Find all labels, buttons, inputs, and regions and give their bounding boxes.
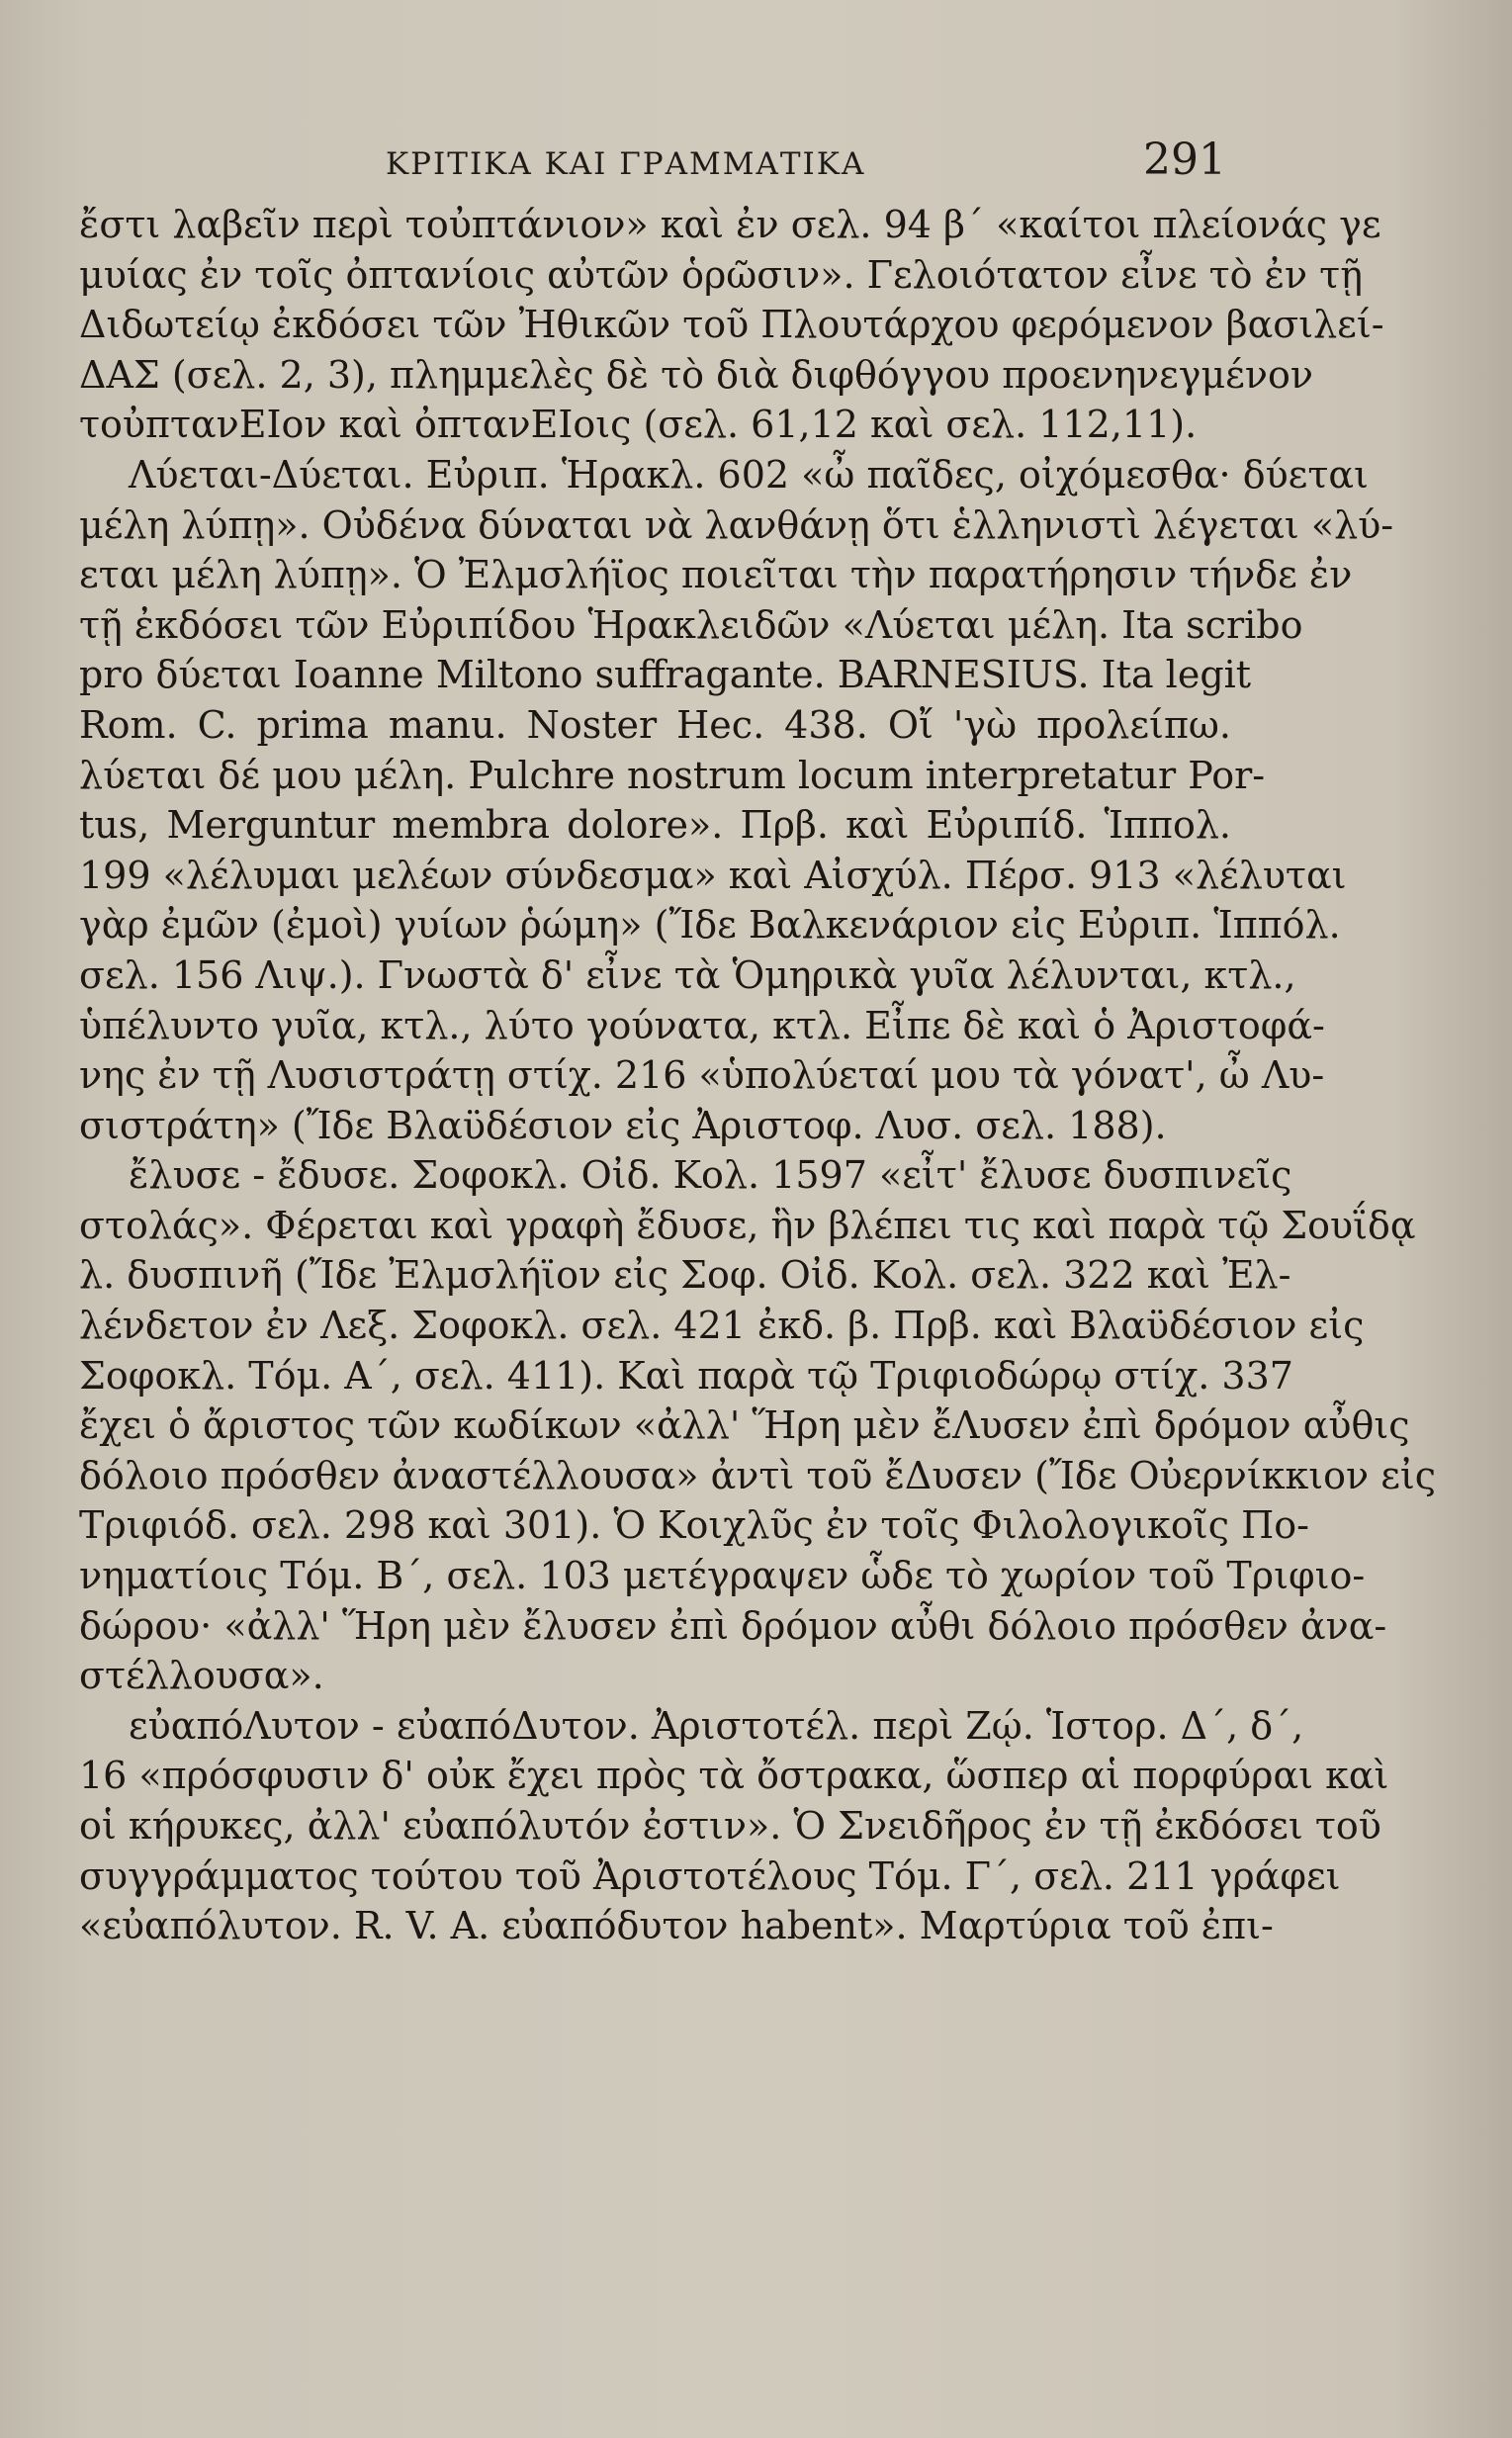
text-line: σιστράτη» (Ἴδε Βλαϋδέσιον εἰς Ἀριστοφ. Λυσ. σελ. 188). bbox=[79, 1103, 1167, 1147]
text-line: Διδωτείῳ ἐκδόσει τῶν Ἠθικῶν τοῦ Πλουτάρχου φερόμενον βασιλεί- bbox=[79, 303, 1384, 347]
text-line: εὐαπόΛυτον - εὐαπόΔυτον. Ἀριστοτέλ. περὶ Ζῴ. Ἱστορ. Δ΄, δ΄, bbox=[129, 1703, 1304, 1748]
text-line: ἔστι λαβεῖν περὶ τοὐπτάνιον» καὶ ἐν σελ. 94 β΄ «καίτοι πλείονάς γε bbox=[79, 203, 1381, 246]
running-title: ΚΡΙΤΙΚΑ ΚΑΙ ΓΡΑΜΜΑΤΙΚΑ bbox=[386, 146, 866, 182]
text-body bbox=[79, 200, 1437, 1951]
text-line: Τριφιόδ. σελ. 298 καὶ 301). Ὁ Κοιχλῦς ἐν τοῖς Φιλολογικοῖς Πο- bbox=[79, 1503, 1309, 1548]
text-line: μέλη λύπῃ». Οὐδένα δύναται νὰ λανθάνῃ ὅτι ἑλληνιστὶ λέγεται «λύ- bbox=[79, 502, 1394, 547]
text-line: Rom. C. prima manu. Noster Hec. 438. Οἴ 'γὼ προλείπω. bbox=[79, 702, 1231, 747]
text-line: στέλλουσα». bbox=[79, 1654, 324, 1698]
text-line: οἱ κήρυκες, ἀλλ' εὐαπόλυτόν ἐστιν». Ὁ Σνειδῆρος ἐν τῇ ἐκδόσει τοῦ bbox=[79, 1804, 1381, 1848]
text-line: τοὐπτανΕΙον καὶ ὀπτανΕΙοις (σελ. 61,12 καὶ σελ. 112,11). bbox=[79, 403, 1198, 447]
text-line: ΔΑΣ (σελ. 2, 3), πλημμελὲς δὲ τὸ διὰ διφθόγγου προενηνεγμένον bbox=[79, 352, 1313, 397]
text-line: ἔλυσε - ἔδυσε. Σοφοκλ. Οἰδ. Κολ. 1597 «εἶτ' ἔλυσε δυσπινεῖς bbox=[129, 1153, 1292, 1198]
text-line: νης ἐν τῇ Λυσιστράτῃ στίχ. 216 «ὑπολύεταί μου τὰ γόνατ', ὦ Λυ- bbox=[79, 1053, 1325, 1098]
text-line: λ. δυσπινῆ (Ἴδε Ἐλμσλήϊον εἰς Σοφ. Οἰδ. Κολ. σελ. 322 καὶ Ἐλ- bbox=[79, 1253, 1291, 1298]
text-line: δόλοιο πρόσθεν ἀναστέλλουσα» ἀντὶ τοῦ ἔΔυσεν (Ἴδε Οὐερνίκκιον εἰς bbox=[79, 1453, 1437, 1497]
text-line: τῇ ἐκδόσει τῶν Εὐριπίδου Ἡρακλειδῶν «Λύεται μέλη. Ita scribo bbox=[79, 602, 1303, 647]
text-line: λένδετον ἐν Λεξ. Σοφοκλ. σελ. 421 ἐκδ. β. Πρβ. καὶ Βλαϋδέσιον εἰς bbox=[79, 1304, 1365, 1348]
text-line: 16 «πρόσφυσιν δ' οὐκ ἔχει πρὸς τὰ ὄστρακα, ὥσπερ αἱ πορφύραι καὶ bbox=[79, 1754, 1389, 1798]
text-line: tus, Merguntur membra dolore». Πρβ. καὶ Εὐριπίδ. Ἱππολ. bbox=[79, 803, 1231, 848]
text-line: Λύεται-Δύεται. Εὐριπ. Ἡρακλ. 602 «ὦ παῖδες, οἰχόμεσθα· δύεται bbox=[129, 452, 1369, 497]
text-line: συγγράμματος τούτου τοῦ Ἀριστοτέλους Τόμ. Γ΄, σελ. 211 γράφει bbox=[79, 1853, 1341, 1898]
text-line: δώρου· «ἀλλ' Ἥρη μὲν ἔλυσεν ἐπὶ δρόμον αὖθι δόλοιο πρόσθεν ἀνα- bbox=[79, 1603, 1387, 1648]
text-line: μυίας ἐν τοῖς ὀπτανίοις αὐτῶν ὁρῶσιν». Γελοιότατον εἶνε τὸ ἐν τῇ bbox=[79, 252, 1363, 297]
text-line: νηματίοις Τόμ. Β΄, σελ. 103 μετέγραψεν ὧδε τὸ χωρίον τοῦ Τριφιο- bbox=[79, 1554, 1366, 1598]
text-line: ἔχει ὁ ἄριστος τῶν κωδίκων «ἀλλ' Ἥρη μὲν ἔΛυσεν ἐπὶ δρόμον αὖθις bbox=[79, 1403, 1410, 1448]
text-line: σελ. 156 Λιψ.). Γνωστὰ δ' εἶνε τὰ Ὁμηρικὰ γυῖα λέλυνται, κτλ., bbox=[79, 952, 1296, 997]
text-line: στολάς». Φέρεται καὶ γραφὴ ἔδυσε, ἣν βλέπει τις καὶ παρὰ τῷ Σουΐδᾳ bbox=[79, 1203, 1416, 1247]
page-number: 291 bbox=[1143, 135, 1226, 185]
text-line: Σοφοκλ. Τόμ. Α΄, σελ. 411). Καὶ παρὰ τῷ Τριφιοδώρῳ στίχ. 337 bbox=[79, 1353, 1293, 1398]
text-line: ὑπέλυντο γυῖα, κτλ., λύτο γούνατα, κτλ. Εἶπε δὲ καὶ ὁ Ἀριστοφά- bbox=[79, 1003, 1325, 1047]
text-line: εται μέλη λύπῃ». Ὁ Ἐλμσλήϊος ποιεῖται τὴν παρατήρησιν τήνδε ἐν bbox=[79, 553, 1353, 597]
page-header bbox=[79, 129, 1226, 188]
text-line: pro δύεται Ioanne Miltono suffragante. BARNESIUS. Ita legit bbox=[79, 653, 1252, 697]
text-line: λύεται δέ μου μέλη. Pulchre nostrum locum interpretatur Por- bbox=[79, 753, 1266, 797]
text-line: «εὐαπόλυτον. R. V. A. εὐαπόδυτον habent». Μαρτύρια τοῦ ἐπι- bbox=[79, 1904, 1274, 1948]
text-line: 199 «λέλυμαι μελέων σύνδεσμα» καὶ Αἰσχύλ. Πέρσ. 913 «λέλυται bbox=[79, 853, 1347, 897]
text-line: γὰρ ἐμῶν (ἐμοὶ) γυίων ῥώμη» (Ἴδε Βαλκενάριον εἰς Εὐριπ. Ἱππόλ. bbox=[79, 903, 1341, 948]
